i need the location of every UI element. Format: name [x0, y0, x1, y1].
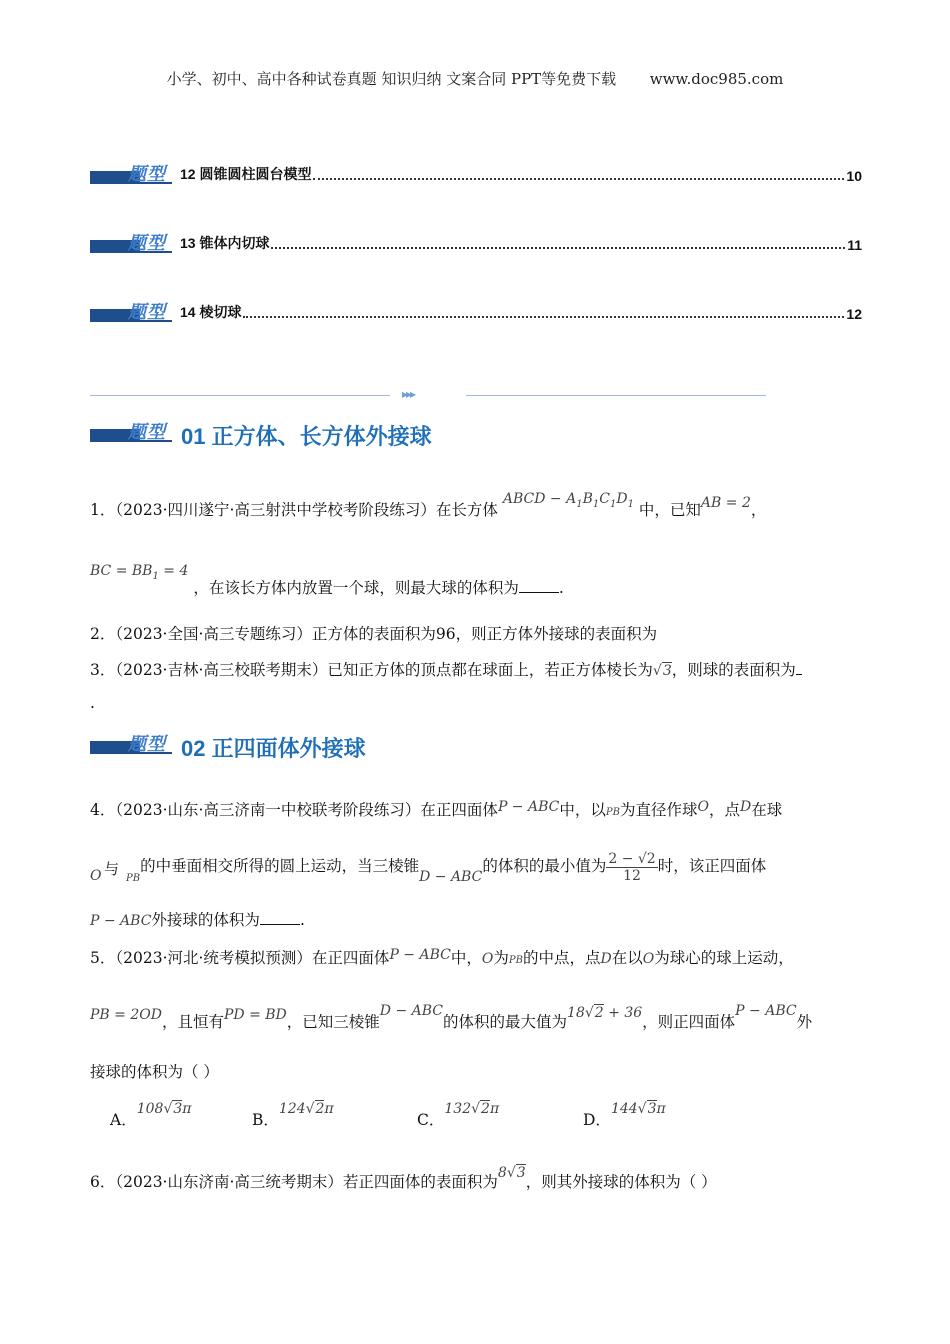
tixing-badge-icon: 题型 — [90, 732, 172, 754]
arrows-icon: ▸▸▸ — [402, 387, 415, 401]
toc-page: 12 — [846, 306, 862, 322]
section-title-01: 01 正方体、长方体外接球 — [181, 424, 432, 449]
toc-page: 11 — [847, 237, 862, 253]
tixing-badge-icon: 题型 — [90, 420, 172, 442]
question-5-line-3: 接球的体积为（ ） — [90, 1063, 219, 1081]
question-1-line-1: 1．（2023·四川遂宁·高三射洪中学校考阶段练习）在长方体 ABCD − $A_1B_1C_1D_1$ 中，已知AB = 2， — [90, 491, 767, 519]
question-3-end: . — [90, 694, 95, 712]
question-1-line-2: BC = $BB_1 = 4$ ，在该长方体内放置一个球，则最大球的体积为 . — [90, 563, 564, 597]
question-5-line-1: 5．（2023·河北·统考模拟预测）在正四面体P − ABC中，O为PB的中点，点D在以O为球心的球上运动， — [90, 947, 794, 967]
section-divider — [90, 387, 766, 402]
page-header — [0, 68, 950, 89]
question-6: 6．（2023·山东济南·高三统考期末）若正四面体的表面积为8√3，则其外接球的体积为（ ） — [90, 1165, 717, 1191]
header-text: 小学、初中、高中各种试卷真题 知识归纳 文案合同 PPT等免费下载 — [166, 70, 617, 88]
question-4-line-2: O 与 $_{PB}$的中垂面相交所得的圆上运动，当三棱锥D − ABC的体积的最小值为 $\frac{2 - √2}{12}$ 时，该正四面体 — [90, 850, 767, 885]
option-a[interactable]: A．108√3π — [110, 1101, 192, 1129]
answer-blank[interactable] — [519, 578, 559, 593]
option-b[interactable]: B．124√2π — [252, 1101, 334, 1129]
toc-entry-12[interactable] — [90, 162, 862, 184]
question-2: 2．（2023·全国·高三专题练习）正方体的表面积为96，则正方体外接球的表面积为 — [90, 625, 658, 643]
question-4-line-1: 4．（2023·山东·高三济南一中校联考阶段练习）在正四面体P − ABC中，以PB为直径作球O，点D在球 — [90, 799, 783, 819]
tixing-badge-icon: 题型 — [90, 162, 172, 184]
toc-page: 10 — [846, 168, 862, 184]
option-d[interactable]: D．144√3π — [583, 1101, 666, 1129]
toc-entry-13[interactable] — [90, 231, 862, 253]
question-4-line-3: P − ABC外接球的体积为 . — [90, 911, 305, 929]
toc-label: 14 棱切球 — [180, 304, 242, 320]
section-title-02: 02 正四面体外接球 — [181, 736, 366, 761]
option-c[interactable]: C．132√2π — [417, 1101, 500, 1129]
header-url[interactable]: www.doc985.com — [649, 70, 784, 88]
toc-entry-14[interactable] — [90, 300, 862, 322]
question-3: 3．（2023·吉林·高三校联考期末）已知正方体的顶点都在球面上，若正方体棱长为√3，则球的表面积为 — [90, 658, 802, 680]
toc-label: 12 圆锥圆柱圆台模型 — [180, 166, 312, 182]
tixing-badge-icon: 题型 — [90, 300, 172, 322]
answer-blank[interactable] — [260, 910, 300, 925]
toc-label: 13 锥体内切球 — [180, 235, 270, 251]
tixing-badge-icon: 题型 — [90, 231, 172, 253]
question-5-line-2: PB = 2OD，且恒有PD = BD，已知三棱锥D − ABC的体积的最大值为18√2 + 36，则正四面体P − ABC外 — [90, 1003, 813, 1031]
